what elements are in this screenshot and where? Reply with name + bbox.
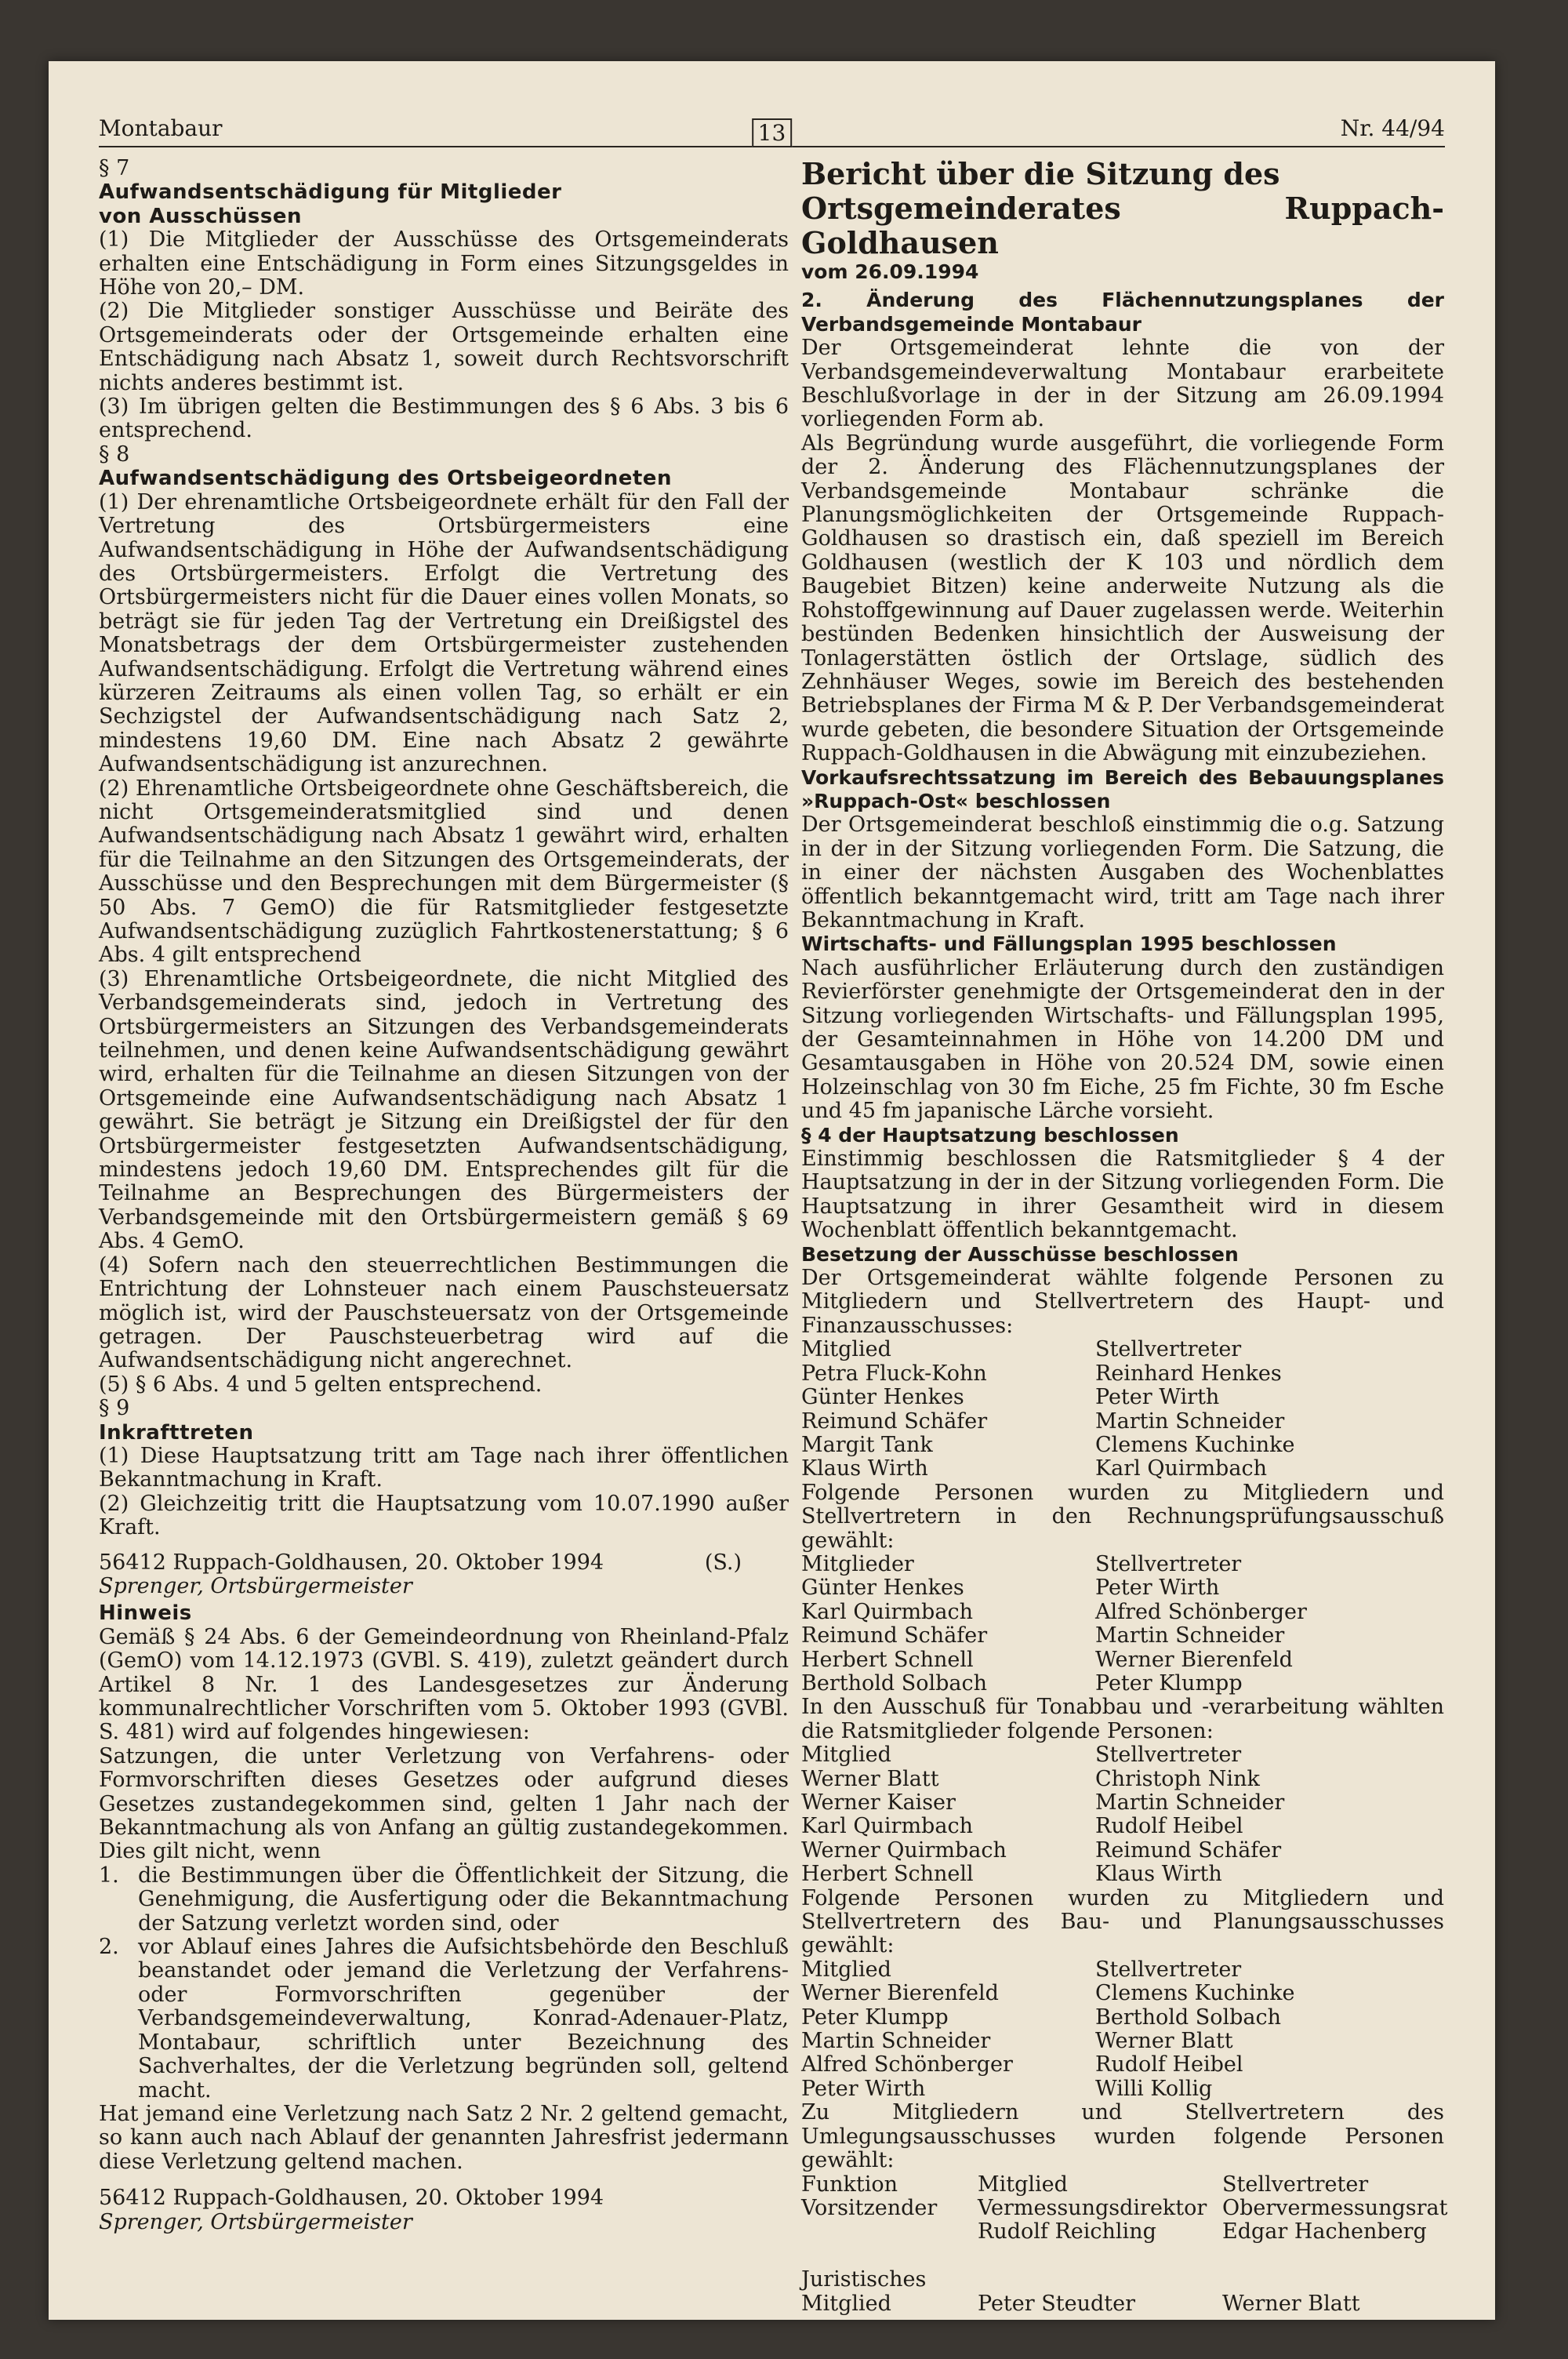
- section-8-title: Aufwandsentschädigung des Ortsbeigeordneten: [99, 467, 672, 491]
- section-8-para-2: (2) Ehrenamtliche Ortsbeigeordnete ohne Geschäftsbereich, die nicht Ortsgemeinderatsmitglied sind und denen Aufwandsentschädigung nach Absatz 1 gewährt wird, erhalten für die Teilnahme an den Sitzungen des Ortsgemeinderats, der Ausschüsse und den Besprechungen mit dem Bürgermeister (§ 50 Abs. 7 GemO) die für Ratsmitglieder festgesetzte Aufwandsentschädigung zuzüglich Fahrtkostenerstattung; § 6 Abs. 4 gilt entsprechend: [99, 776, 789, 968]
- table-cell: Clemens Kuchinke: [1095, 1432, 1295, 1457]
- flaechennutzungsplan-para-1: Der Ortsgemeinderat lehnte die von der Verbandsgemeindeverwaltung Montabaur erarbeitete Beschlußvorlage in der in der Sitzung am 26.09.1994 vorliegenden Form ab.: [801, 336, 1444, 432]
- table-cell: Berthold Solbach: [801, 1670, 988, 1696]
- table-header: Mitglieder: [801, 1551, 914, 1576]
- page-header: [99, 108, 1445, 147]
- table-header: Mitglied: [801, 1743, 891, 1768]
- table-header: Stellvertreter: [1095, 1957, 1242, 1982]
- table-haupt-finanz: [801, 1338, 1444, 1481]
- hinweis-para-2: Satzungen, die unter Verletzung von Verfahrens- oder Formvorschriften dieses Gesetzes oder aufgrund dieses Gesetzes zustandegekommen sind, gelten 1 Jahr nach der Bekanntmachung als von Anfang an gültig zustandegekommen. Dies gilt nicht, wenn: [99, 1743, 789, 1864]
- section-8-para-3: (3) Ehrenamtliche Ortsbeigeordnete, die nicht Mitglied des Verbandsgemeinderats sind, jedoch in Vertretung des Ortsbürgermeisters an Sitzungen des Verbandsgemeinderats teilnehmen, und denen keine Aufwandsentschädigung gewährt wird, erhalten für die Teilnahme an diesen Sitzungen von der Ortsgemeinde eine Aufwandsentschädigung nach Absatz 1 gewährt. Sie beträgt je Sitzung ein Dreißigstel der für den Ortsbürgermeister festgesetzten Aufwandsentschädigung, mindestens jedoch 19,60 DM. Entsprechendes gilt für die Teilnahme an Besprechungen des Bürgermeisters der Verbandsgemeinde mit den Ortsbürgermeistern gemäß § 69 Abs. 4 GemO.: [99, 966, 789, 1254]
- table-cell: Peter Klumpp: [1095, 1670, 1243, 1696]
- table-cell: [801, 2220, 978, 2244]
- table-cell: [978, 2268, 1222, 2292]
- table-cell: Reimund Schäfer: [801, 1408, 988, 1434]
- section-7-title-2: von Ausschüssen: [99, 204, 302, 228]
- section-9-title: Inkrafttreten: [99, 1420, 254, 1445]
- list-item: [99, 1864, 789, 1936]
- tonabbau-intro: In den Ausschuß für Tonabbau und -verarbeitung wählten die Ratsmitglieder folgende Personen:: [801, 1695, 1444, 1743]
- vorkaufsrecht-para: Der Ortsgemeinderat beschloß einstimmig die o.g. Satzung in der in der Sitzung vorliegenden Form. Die Satzung, die in einer der nächsten Ausgaben des Wochenblattes öffentlich bekanntgemacht wird, tritt am Tage nach ihrer Bekanntmachung in Kraft.: [801, 812, 1444, 932]
- table-cell: Berthold Solbach: [1095, 2005, 1282, 2030]
- table-cell: Peter Klumpp: [801, 2005, 949, 2030]
- table-cell: Martin Schneider: [1095, 1790, 1285, 1815]
- table-header: Mitglied: [801, 1957, 891, 1982]
- table-cell: Günter Henkes: [801, 1385, 964, 1410]
- section-8-number: § 8: [99, 442, 130, 467]
- bauausschuss-intro: Folgende Personen wurden zu Mitgliedern und Stellvertretern des Bau- und Planungsausschusses gewählt:: [801, 1885, 1444, 1958]
- table-header: Stellvertreter: [1095, 1337, 1242, 1362]
- hinweis-para-1: Gemäß § 24 Abs. 6 der Gemeindeordnung von Rheinland-Pfalz (GemO) vom 14.12.1973 (GVBl. S. 419), zuletzt geändert durch Artikel 8 Nr. 1 des Landesgesetzes zur Änderung kommunalrechtlicher Vorschriften vom 5. Oktober 1993 (GVBl. S. 481) wird auf folgendes hingewiesen:: [99, 1624, 789, 1745]
- page-number: 13: [752, 118, 793, 147]
- table-header: Stellvertreter: [1095, 1743, 1242, 1768]
- list-item-text: vor Ablauf eines Jahres die Aufsichtsbehörde den Beschluß beanstandet oder jemand die Verletzung der Verfahrens- oder Formvorschriften gegenüber der Verbandsgemeindeverwaltung, Konrad-Adenauer-Platz, Montabaur, schriftlich unter Bezeichnung des Sachverhaltes, der die Verletzung begründen soll, geltend macht.: [138, 1935, 789, 2103]
- table-cell: Martin Schneider: [1095, 1408, 1285, 1434]
- table-cell: Peter Wirth: [1095, 1576, 1220, 1601]
- list-item-number: 2.: [99, 1935, 119, 1960]
- table-cell: Werner Bierenfeld: [801, 1981, 999, 2006]
- table-cell: Karl Quirmbach: [801, 1599, 973, 1624]
- table-cell: [978, 2245, 1222, 2268]
- table-cell: Vermessungsdirektor: [978, 2195, 1207, 2220]
- right-column: [801, 156, 1448, 2316]
- table-cell: Juristisches: [801, 2267, 927, 2292]
- table-header: Mitglied: [801, 1337, 891, 1362]
- table-cell: Herbert Schnell: [801, 1862, 974, 1887]
- table-cell: Rudolf Heibel: [1095, 1814, 1243, 1839]
- list-item-text: die Bestimmungen über die Öffentlichkeit der Sitzung, die Genehmigung, die Ausfertigung oder die Bekanntmachung der Satzung verletzt worden sind, oder: [138, 1863, 789, 1936]
- section-9-para-2: (2) Gleichzeitig tritt die Hauptsatzung vom 10.07.1990 außer Kraft.: [99, 1491, 789, 1540]
- table-cell: Alfred Schönberger: [1095, 1599, 1307, 1624]
- table-tonabbau: [801, 1743, 1444, 1886]
- table-cell: Vorsitzender: [801, 2195, 938, 2220]
- list-item: [99, 1936, 789, 2103]
- table-cell: [1222, 2268, 1448, 2292]
- report-date: vom 26.09.1994: [801, 260, 979, 283]
- table-cell: Margit Tank: [801, 1432, 933, 1457]
- table-rechnungspruefung: [801, 1553, 1444, 1696]
- table-cell: Alfred Schönberger: [801, 2052, 1013, 2077]
- heading-hauptsatzung: § 4 der Hauptsatzung beschlossen: [801, 1123, 1179, 1147]
- header-town: Montabaur: [99, 115, 223, 141]
- hinweis-para-3: Hat jemand eine Verletzung nach Satz 2 Nr. 2 geltend gemacht, so kann auch nach Ablauf der genannten Jahresfrist jedermann diese Verletzung geltend machen.: [99, 2101, 789, 2174]
- table-cell: Martin Schneider: [801, 2029, 991, 2054]
- report-title-line-2: Ortsgemeinderates Ruppach-Goldhausen: [801, 191, 1444, 260]
- table-header: Stellvertreter: [1222, 2172, 1369, 2197]
- heading-flaechennutzungsplan: 2. Änderung des Flächennutzungsplanes der Verbandsgemeinde Montabaur: [801, 289, 1444, 336]
- report-title-line-1: Bericht über die Sitzung des: [801, 156, 1280, 191]
- ausschuesse-intro: Der Ortsgemeinderat wählte folgende Personen zu Mitgliedern und Stellvertretern des Haupt- und Finanzausschusses:: [801, 1266, 1444, 1338]
- heading-vorkaufsrecht: Vorkaufsrechtssatzung im Bereich des Bebauungsplanes »Ruppach-Ost« beschlossen: [801, 765, 1444, 812]
- table-cell: Peter Steudter: [978, 2291, 1135, 2316]
- table-cell: Karl Quirmbach: [1095, 1456, 1267, 1481]
- report-title: [801, 157, 1444, 260]
- table-cell: Mitglied: [801, 2291, 891, 2316]
- table-cell: Werner Blatt: [801, 1766, 939, 1791]
- table-cell: Obervermessungsrat: [1222, 2195, 1448, 2220]
- table-cell: Peter Wirth: [801, 2076, 926, 2101]
- table-cell: Edgar Hachenberg: [1222, 2219, 1427, 2245]
- list-item-number: 1.: [99, 1863, 119, 1888]
- hauptsatzung-para: Einstimmig beschlossen die Ratsmitglieder § 4 der Hauptsatzung in der in der Sitzung vorliegenden Form. Die Hauptsatzung in ihrer Gesamtheit wird in diesem Wochenblatt öffentlich bekanntgemacht.: [801, 1147, 1444, 1243]
- table-cell: Werner Blatt: [1222, 2291, 1360, 2316]
- newspaper-page: [49, 61, 1495, 2320]
- table-cell: Klaus Wirth: [801, 1456, 928, 1481]
- table-cell: Martin Schneider: [1095, 1623, 1285, 1648]
- section-8-para-1: (1) Der ehrenamtliche Ortsbeigeordnete erhält für den Fall der Vertretung des Ortsbürgermeisters eine Aufwandsentschädigung in Höhe der Aufwandsentschädigung des Ortsbürgermeisters. Erfolgt die Vertretung des Ortsbürgermeisters nicht für die Dauer eines vollen Monats, so beträgt sie für jeden Tag der Vertretung ein Dreißigstel des Monatsbetrags der dem Ortsbürgermeister zustehenden Aufwandsentschädigung. Erfolgt die Vertretung während eines kürzeren Zeitraums als einen vollen Tag, so erhält er ein Sechzigstel der Aufwandsentschädigung nach Satz 2, mindestens 19,60 DM. Eine nach Absatz 2 gewährte Aufwandsentschädigung ist anzurechnen.: [99, 489, 789, 777]
- section-7-title-1: Aufwandsentschädigung für Mitglieder: [99, 180, 562, 205]
- table-cell: [801, 2245, 978, 2268]
- table-cell: Karl Quirmbach: [801, 1814, 973, 1839]
- table-cell: Reimund Schäfer: [801, 1623, 988, 1648]
- signer-name: Sprenger, Ortsbürgermeister: [99, 1573, 412, 1598]
- table-cell: Christoph Nink: [1095, 1766, 1260, 1791]
- table-cell: Werner Quirmbach: [801, 1837, 1007, 1863]
- flaechennutzungsplan-para-2: Als Begründung wurde ausgeführt, die vorliegende Form der 2. Änderung des Flächennutzungsplanes der Verbandsgemeinde Montabaur schränke die Planungsmöglichkeiten der Ortsgemeinde Ruppach-Goldhausen so drastisch ein, daß speziell im Bereich Goldhausen (westlich der K 103 und nördlich dem Baugebiet Bitzen) keine anderweite Nutzung als die Rohstoffgewinnung auf Dauer zugelassen werde. Weiterhin bestünden Bedenken hinsichtlich der Ausweisung der Tonlagerstätten östlich der Ortslage, südlich des Zehnhäuser Weges, sowie im Bereich des bestehenden Betriebsplanes der Firma M & P. Der Verbandsgemeinderat wurde gebeten, die besondere Situation der Ortsgemeinde Ruppach-Goldhausen in die Abwägung mit einzubeziehen.: [801, 431, 1444, 766]
- hinweis-list: [99, 1864, 789, 2103]
- table-bauausschuss: [801, 1958, 1444, 2101]
- rechnungspruefung-intro: Folgende Personen wurden zu Mitgliedern und Stellvertretern in den Rechnungsprüfungsausschuß gewählt:: [801, 1480, 1444, 1553]
- table-cell: Rudolf Reichling: [978, 2219, 1156, 2245]
- table-cell: Werner Blatt: [1095, 2029, 1233, 2054]
- table-cell: Petra Fluck-Kohn: [801, 1361, 987, 1386]
- table-cell: Günter Henkes: [801, 1576, 964, 1601]
- signature-place-date: 56412 Ruppach-Goldhausen, 20. Oktober 1994: [99, 1550, 604, 1575]
- heading-wirtschaftsplan: Wirtschafts- und Fällungsplan 1995 beschlossen: [801, 932, 1337, 956]
- table-cell: Herbert Schnell: [801, 1647, 974, 1672]
- section-7-number: § 7: [99, 156, 130, 180]
- table-cell: Willi Kollig: [1095, 2076, 1213, 2101]
- left-column: [99, 157, 789, 2235]
- signature-line-1: [99, 1551, 789, 1575]
- signature-place-date-2: 56412 Ruppach-Goldhausen, 20. Oktober 1994: [99, 2186, 604, 2211]
- table-header: Mitglied: [978, 2172, 1068, 2197]
- table-umlegung: [801, 2172, 1448, 2316]
- table-header: Stellvertreter: [1095, 1551, 1242, 1576]
- wirtschaftsplan-para: Nach ausführlicher Erläuterung durch den zuständigen Revierförster genehmigte der Ortsgemeinderat den in der Sitzung vorliegenden Wirtschafts- und Fällungsplan 1995, der Gesamteinnahmen in Höhe von 14.200 DM und Gesamtausgaben in Höhe von 20.524 DM, sowie einen Holzeinschlag von 30 fm Eiche, 25 fm Fichte, 30 fm Esche und 45 fm japanische Lärche vorsieht.: [801, 955, 1444, 1124]
- section-7-para-3: (3) Im übrigen gelten die Bestimmungen des § 6 Abs. 3 bis 6 entsprechend.: [99, 394, 789, 443]
- section-9-number: § 9: [99, 1396, 130, 1421]
- seal-mark: (S.): [704, 1550, 742, 1575]
- heading-ausschuesse: Besetzung der Ausschüsse beschlossen: [801, 1242, 1239, 1266]
- table-cell: Reimund Schäfer: [1095, 1837, 1282, 1863]
- signer-name-2: Sprenger, Ortsbürgermeister: [99, 2209, 412, 2234]
- table-cell: Klaus Wirth: [1095, 1862, 1222, 1887]
- section-7-para-2: (2) Die Mitglieder sonstiger Ausschüsse und Beiräte des Ortsgemeinderats oder der Ortsgemeinde erhalten eine Entschädigung nach Absatz 1, soweit durch Rechtsvorschrift nichts anderes bestimmt ist.: [99, 299, 789, 395]
- issue-number: Nr. 44/94: [1340, 115, 1445, 141]
- table-cell: Reinhard Henkes: [1095, 1361, 1282, 1386]
- section-7-para-1: (1) Die Mitglieder der Ausschüsse des Ortsgemeinderats erhalten eine Entschädigung in Form eines Sitzungsgeldes in Höhe von 20,– DM.: [99, 227, 789, 300]
- section-9-para-1: (1) Diese Hauptsatzung tritt am Tage nach ihrer öffentlichen Bekanntmachung in Kraft.: [99, 1443, 789, 1492]
- umlegung-intro: Zu Mitgliedern und Stellvertretern des Umlegungsausschusses wurden folgende Personen gewählt:: [801, 2100, 1444, 2173]
- table-cell: [1222, 2245, 1448, 2268]
- table-cell: Werner Bierenfeld: [1095, 1647, 1293, 1672]
- table-cell: Clemens Kuchinke: [1095, 1981, 1295, 2006]
- section-8-para-4: (4) Sofern nach den steuerrechtlichen Bestimmungen die Entrichtung der Lohnsteuer nach einem Pauschsteuersatz möglich ist, wird der Pauschsteuersatz von der Ortsgemeinde getragen. Der Pauschsteuerbetrag wird auf die Aufwandsentschädigung nicht angerechnet.: [99, 1252, 789, 1373]
- table-header: Funktion: [801, 2172, 898, 2197]
- table-cell: Werner Kaiser: [801, 1790, 956, 1815]
- table-cell: Peter Wirth: [1095, 1385, 1220, 1410]
- section-8-para-5: (5) § 6 Abs. 4 und 5 gelten entsprechend.: [99, 1372, 543, 1397]
- hinweis-title: Hinweis: [99, 1601, 192, 1626]
- table-cell: Rudolf Heibel: [1095, 2052, 1243, 2077]
